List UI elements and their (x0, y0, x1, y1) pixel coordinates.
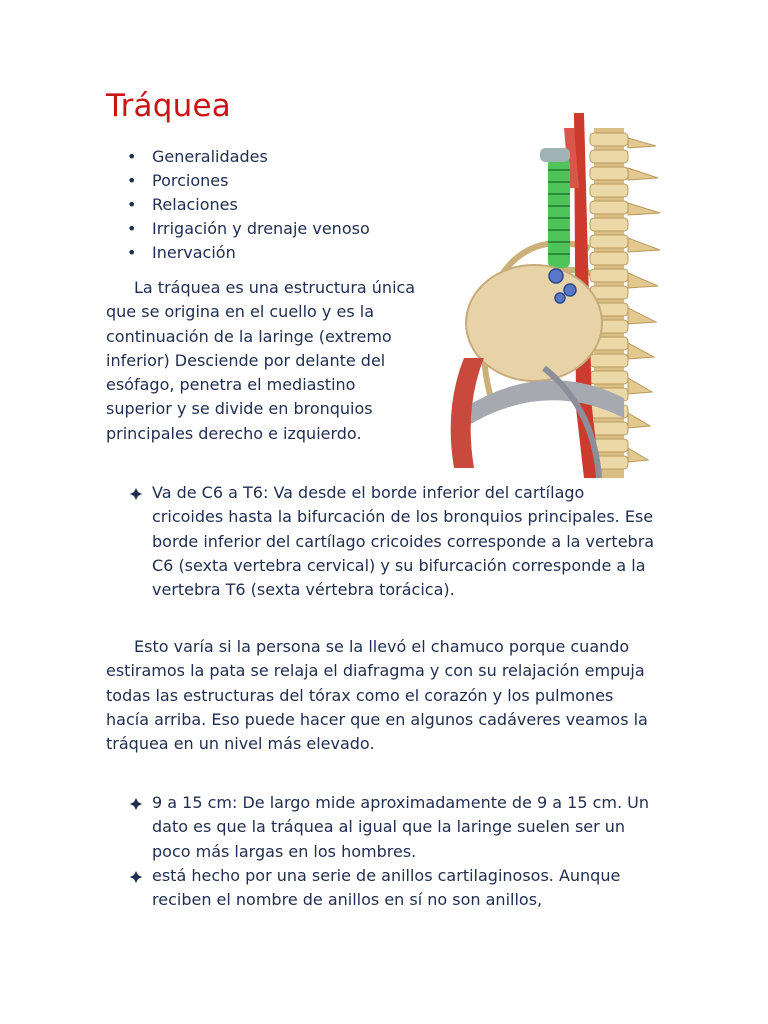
list-item (106, 481, 656, 602)
page-title: Tráquea (106, 88, 231, 124)
variation-paragraph: Esto varía si la persona se la llevó el chamuco porque cuando estiramos la pata se relaja el diafragma y con su relajación empuja todas las estructuras del tórax como el corazón y los pulmones hacía arriba. Eso puede hacer que en algunos cadáveres veamos la tráquea en un nivel más elevado. (106, 637, 648, 754)
diamond-bullet-icon (130, 871, 142, 883)
list-item: • Porciones (106, 169, 370, 193)
point-text: está hecho por una serie de anillos cartilaginosos. Aunque reciben el nombre de anillos en sí no son anillos, (152, 865, 621, 910)
trachea-anatomy-image (424, 108, 734, 478)
intro-paragraph: La tráquea es una estructura única que se origina en el cuello y es la continuación de la laringe (extremo inferior) Desciende por delante del esófago, penetra el mediastino superior y se divide en bronquios principales derecho e izquierdo. (106, 278, 416, 443)
c6-t6-point-list (106, 481, 656, 602)
list-item: • Inervación (106, 241, 370, 265)
diamond-bullet-icon (130, 488, 142, 500)
heart-illustration (466, 265, 602, 381)
list-item (106, 791, 666, 864)
diamond-bullet-icon (130, 798, 142, 810)
point-text: 9 a 15 cm: De largo mide aproximadamente de 9 a 15 cm. Un dato es que la tráquea al igual que la laringe suelen ser un poco más largas en los hombres. (152, 793, 650, 861)
spine-illustration (590, 128, 660, 478)
point-text: Va de C6 a T6: Va desde el borde inferior del cartílago cricoides hasta la bifurcación de los bronquios principales. Ese borde inferior del cartílago cricoides corresponde a la vertebra C6 (sexta vertebra cervical) y su bifurcación corresponde a la vertebra T6 (sexta vértebra torácica). (152, 483, 655, 600)
list-item: • Relaciones (106, 193, 370, 217)
topic-list (106, 145, 370, 265)
trachea-illustration (540, 148, 570, 268)
list-item: • Generalidades (106, 145, 370, 169)
list-item (106, 864, 666, 913)
list-item: • Irrigación y drenaje venoso (106, 217, 370, 241)
length-rings-point-list (106, 791, 666, 912)
